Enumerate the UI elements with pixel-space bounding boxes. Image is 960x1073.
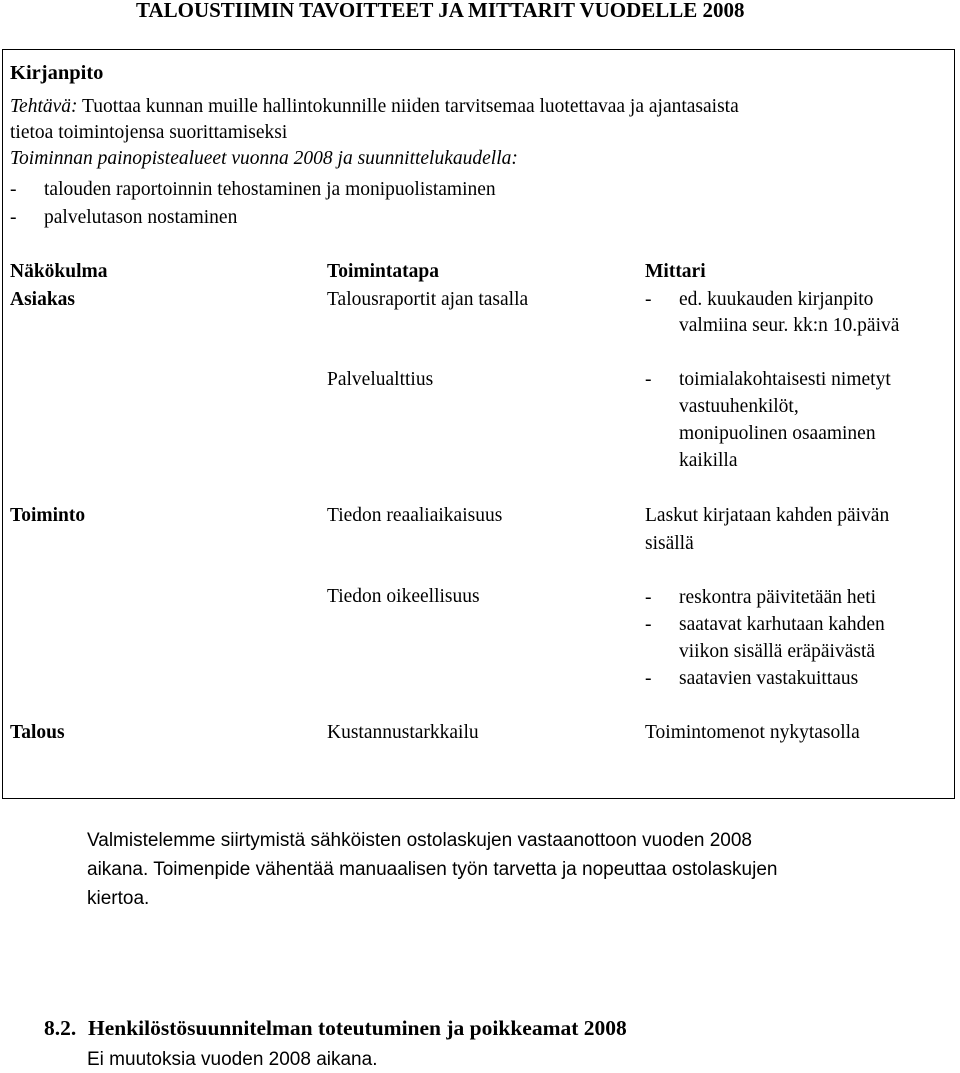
focus-item-text: talouden raportoinnin tehostaminen ja monipuolistaminen [44, 179, 496, 200]
measure-text: toimialakohtaisesti nimetyt [679, 369, 891, 390]
row-label-talous: Talous [10, 722, 65, 743]
task-text-1: Tuottaa kunnan muille hallintokunnille niiden tarvitsemaa luotettavaa ja ajantasaista [77, 96, 739, 117]
document-title: TALOUSTIIMIN TAVOITTEET JA MITTARIT VUODELLE 2008 [136, 0, 745, 22]
method-oikeellisuus: Tiedon oikeellisuus [327, 586, 480, 607]
measure-line [645, 367, 891, 393]
header-nakokulma: Näkökulma [10, 261, 108, 282]
header-mittari: Mittari [645, 261, 706, 282]
list-dash: - [645, 289, 652, 310]
measure-text: ed. kuukauden kirjanpito [679, 289, 874, 310]
focus-item-1 [10, 177, 496, 203]
focus-label: Toiminnan painopistealueet vuonna 2008 ja suunnittelukaudella: [10, 148, 518, 169]
measure-line [645, 585, 876, 611]
measure-text: reskontra päivitetään heti [679, 587, 877, 608]
list-dash: - [645, 668, 652, 689]
measure-text: Toimintomenot nykytasolla [645, 722, 860, 743]
header-toimintatapa: Toimintatapa [327, 261, 439, 282]
section-number: 8.2. [44, 1016, 77, 1040]
measure-continuation: vastuuhenkilöt, [679, 396, 799, 417]
measure-line [645, 666, 858, 692]
focus-item-text: palvelutason nostaminen [44, 207, 238, 228]
measure-line [645, 287, 873, 313]
measure-continuation: monipuolinen osaaminen [679, 423, 876, 444]
section-text: Ei muutoksia vuoden 2008 aikana. [87, 1049, 378, 1070]
method-palvelualttius: Palvelualttius [327, 369, 434, 390]
focus-item-2 [10, 205, 237, 231]
list-dash: - [10, 179, 17, 200]
list-dash: - [645, 587, 652, 608]
section-title: Henkilöstösuunnitelman toteutuminen ja poikkeamat 2008 [88, 1016, 627, 1040]
box-heading: Kirjanpito [10, 62, 104, 84]
list-dash: - [645, 369, 652, 390]
measure-text: saatavien vastakuittaus [679, 668, 859, 689]
measure-text: Laskut kirjataan kahden päivän [645, 505, 890, 526]
measure-continuation: viikon sisällä eräpäivästä [679, 641, 876, 662]
list-dash: - [645, 614, 652, 635]
task-line-2: tietoa toimintojensa suorittamiseksi [10, 122, 288, 143]
list-dash: - [10, 207, 17, 228]
row-label-asiakas: Asiakas [10, 289, 76, 310]
measure-continuation: valmiina seur. kk:n 10.päivä [679, 315, 900, 336]
task-label: Tehtävä: [10, 96, 78, 117]
row-label-toiminto: Toiminto [10, 505, 86, 526]
task-line-1 [10, 94, 739, 120]
method-reaaliaikaisuus: Tiedon reaaliaikaisuus [327, 505, 503, 526]
method-talousraportit: Talousraportit ajan tasalla [327, 289, 529, 310]
method-kustannustarkkailu: Kustannustarkkailu [327, 722, 479, 743]
measure-line [645, 612, 885, 638]
note-line-3: kiertoa. [87, 888, 150, 909]
measure-continuation: kaikilla [679, 450, 738, 471]
measure-text: saatavat karhutaan kahden [679, 614, 885, 635]
note-line-2: aikana. Toimenpide vähentää manuaalisen työn tarvetta ja nopeuttaa ostolaskujen [87, 859, 778, 880]
measure-continuation: sisällä [645, 533, 694, 554]
note-line-1: Valmistelemme siirtymistä sähköisten ostolaskujen vastaanottoon vuoden 2008 [87, 830, 752, 851]
